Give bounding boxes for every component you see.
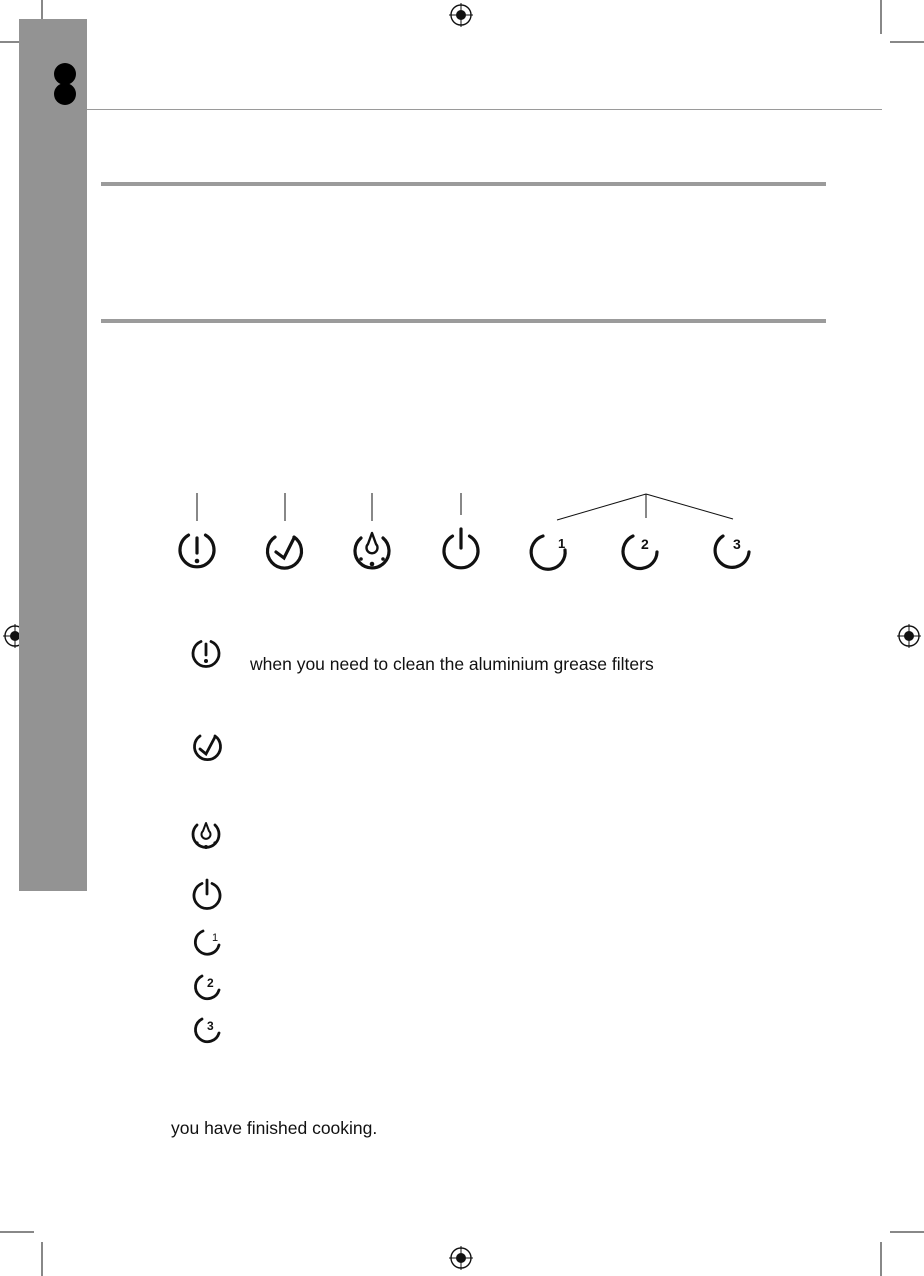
speed-2-digit: 2 — [641, 536, 649, 552]
legend-item-timer — [191, 731, 223, 763]
speed-2-icon — [192, 971, 226, 1001]
speed-1-icon — [531, 536, 565, 569]
footer-text: you have finished cooking. — [171, 1118, 378, 1138]
speed-3-icon — [715, 536, 749, 567]
power-icon — [191, 878, 223, 910]
legend-item-speed-1 — [192, 927, 226, 957]
speed-1-icon — [192, 927, 226, 957]
callout-lines — [197, 493, 733, 521]
grease-filter-alert-icon — [180, 535, 214, 567]
timer-icon — [268, 537, 302, 568]
speed-1-digit: 1 — [558, 536, 566, 551]
speed-2-icon — [623, 536, 657, 568]
speed-3-digit: 3 — [733, 536, 741, 552]
legend-item-speed-2 — [192, 971, 226, 1001]
speed-3-icon — [192, 1014, 226, 1044]
power-icon — [444, 529, 478, 568]
legend-item-speed-3 — [192, 1014, 226, 1044]
speed-2-digit: 2 — [207, 976, 214, 990]
legend-item-grease-filter — [190, 638, 222, 670]
speed-3-digit: 3 — [207, 1019, 214, 1033]
charcoal-filter-icon — [355, 533, 389, 568]
speed-1-digit: 1 — [212, 932, 219, 944]
grease-filter-alert-icon — [190, 638, 222, 670]
legend-item-charcoal-filter — [190, 820, 222, 852]
timer-icon — [191, 731, 223, 763]
legend-item-power — [191, 878, 223, 910]
legend-text-grease-filter: when you need to clean the aluminium grease filters — [250, 654, 654, 674]
charcoal-filter-icon — [190, 820, 222, 852]
